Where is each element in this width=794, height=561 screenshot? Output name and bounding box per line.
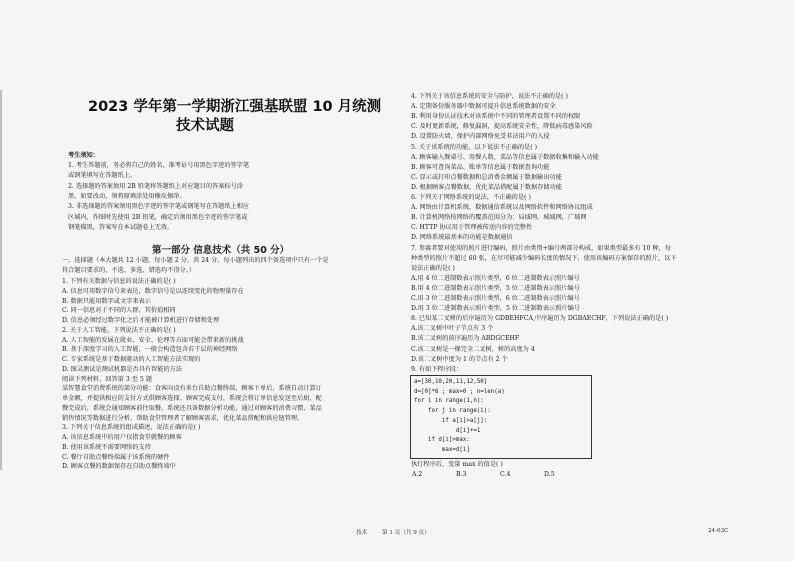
part1-title: 第一部分 信息技术（共 50 分） bbox=[152, 245, 290, 256]
question-line: 阅读下列材料，回答第 3 至 5 题 bbox=[62, 375, 152, 383]
question-line: B. 计算机网络按网络的覆盖范围分为：局域网，城域网，广域网 bbox=[411, 214, 587, 222]
q9-option-c: C.4 bbox=[500, 471, 511, 478]
question-line: B. 使用该系统不需要网络的支持 bbox=[62, 443, 151, 451]
question-line: 7. 参赛者要对使用的照片进行编码，照片由类别+编号两部分构成，如果类型最多有 10 种，每 bbox=[411, 244, 671, 252]
notice-line: 3. 非选择题的答案须用黑色字迹的签字笔或钢笔写在答题纸上相应 bbox=[68, 203, 250, 211]
exam-subtitle: 技术试题 bbox=[176, 118, 234, 134]
question-line: C. 及时更新系统，修复漏洞，提高系统安全性，降低病毒感染风险 bbox=[411, 123, 593, 131]
question-line: 4. 下列关于该信息系统的安全与防护，说法不正确的是( ) bbox=[411, 93, 568, 100]
question-line: 2. 关于人工智能，下列说法不正确的是( ) bbox=[62, 326, 176, 334]
question-line: B. 基于深度学习的人工智能，一般会构造包含若干层的神经网络 bbox=[62, 346, 238, 354]
question-line: D. 信息必须经过数字化之后才能被计算机进行存储和处理 bbox=[62, 317, 220, 324]
question-line: D.用 3 位二进制数表示照片类型，5 位二进制数表示照片编号 bbox=[411, 305, 580, 313]
question-line: D. 网络系统最基本的功能是数据通信 bbox=[411, 234, 513, 242]
code-line: d=[0]*6 ; max=0 ; n=len(a) bbox=[414, 388, 505, 395]
question-line: A. 网络由计算机系统、数据通信系统以及网络软件和网络协议组成 bbox=[411, 204, 593, 212]
question-line: C. 显示或打印点餐数据和总消费金额属于数据输出功能 bbox=[411, 173, 562, 181]
question-line: 1. 下列有关数据与信息的说法正确的是( ) bbox=[62, 278, 176, 285]
question-line: C.用 3 位二进制数表示照片类型，6 位二进制数表示照片编号 bbox=[411, 295, 580, 302]
question-line: D. 根据顾客点餐数据，优化菜品搭配属于数据存储功能 bbox=[411, 183, 562, 191]
question-line: B.用 4 位二进制数表示照片类型，5 位二进制数表示照片编号 bbox=[411, 284, 580, 292]
question-line: D. 图灵测试是测试机器是否具有智能的方法 bbox=[62, 365, 183, 373]
question-line: A.该二叉树中叶子节点有 3 个 bbox=[411, 325, 494, 333]
q9-option-d: D.5 bbox=[544, 471, 555, 478]
question-line: 某智慧食堂消费系统的部分功能：食客向设有多台自助点餐终端，顾客下单后，系统自动计算订 bbox=[62, 385, 322, 393]
notice-line: 黑，如要改动，须将原填涂处用橡皮擦净。 bbox=[68, 192, 186, 200]
question-line: D. 顾客点餐的数据保存在自助点餐终端中 bbox=[62, 463, 176, 471]
q9-option-a: A.2 bbox=[412, 471, 423, 478]
exam-title: 2023 学年第一学期浙江强基联盟 10 月统测 bbox=[88, 99, 382, 115]
intro-line: 一、选择题（本大题共 12 小题，每小题 2 分，共 24 分。每小题列出的四个备选项中只有一个是 bbox=[62, 257, 329, 264]
question-line: 9. 有如下程序段： bbox=[411, 365, 463, 373]
question-line: C. HTTP 协议用于管理被传送内容的完整性 bbox=[411, 224, 533, 232]
code-line: for j in range(i): bbox=[414, 408, 491, 415]
notice-line: 钢笔描黑，答案写在本试题卷上无效。 bbox=[68, 223, 174, 231]
footer-subject: 技术 bbox=[356, 530, 368, 536]
question-line: A. 顾客输入餐桌号、用餐人数、菜品等信息属于数据收集和输入功能 bbox=[411, 153, 599, 161]
code-line: if d[i]>max: bbox=[414, 437, 470, 444]
notice-line: 1. 考生答题前，务必将自己的姓名、准考证号用黑色字迹的签字笔 bbox=[68, 162, 250, 169]
question-line: 种类型的照片不超过 60 张，在尽可能减少编码长度的情况下，使用该编码方案保存的照片，以下 bbox=[411, 254, 677, 262]
question-line: A. 该信息系统中的用户仅指食堂就餐的顾客 bbox=[62, 434, 182, 441]
question-line: A.用 4 位二进制数表示照片类型，6 位二进制数表示照片编号 bbox=[411, 274, 580, 282]
question-line: 餐完成后，系统会通知顾客前往取餐。系统还具备数据分析功能，通过对顾客的消费习惯、菜品 bbox=[62, 404, 322, 412]
question-line: C. 餐厅自助点餐终端属于该系统的硬件 bbox=[62, 453, 170, 461]
question-line: 单金额，并提供相应的支付方式供顾客选择。顾客完成支付，系统会将订单信息发送至后厨，配 bbox=[62, 395, 322, 402]
question-line: D.该二叉树中度为 1 的节点有 2 个 bbox=[411, 355, 508, 363]
code-line: a=[30,10,20,11,12,50] bbox=[414, 379, 488, 385]
question-line: 5. 关于该系统的功能，以下说法不正确的是( ) bbox=[411, 143, 538, 151]
scan-edge bbox=[0, 90, 2, 470]
footer-code: 24-63C bbox=[708, 528, 729, 534]
question-line: C.该二叉树是一棵完全二叉树，树的高度为 4 bbox=[411, 345, 535, 353]
question-line: 6. 下列关于网络系统的说法，不正确的是( ) bbox=[411, 194, 531, 201]
intro-line: 符合题目要求的，不选、多选、错选均不得分。） bbox=[62, 266, 196, 274]
notice-line: 2. 选择题的答案须用 2B 铅笔将答题纸上对应题目的答案标号涂 bbox=[68, 182, 243, 190]
question-line: 销售情况等数据进行分析，帮助食堂管理者了解顾客需求，优化菜品搭配和供应链管理。 bbox=[62, 414, 304, 422]
q9-option-b: B.3 bbox=[456, 471, 467, 478]
question-line: B. 数据只能用数字或文字来表示 bbox=[62, 297, 151, 305]
question-line: A. 定期备份服务器中数据可提升信息系统数据的安全 bbox=[411, 103, 556, 111]
notice-line: 区域内，作图时先使用 2B 铅笔，确定后须用黑色字迹的签字笔或 bbox=[68, 213, 248, 221]
question-line: B.该二叉树的前序遍历为 ABDGCEHF bbox=[411, 335, 520, 343]
notice-heading: 考生须知： bbox=[68, 152, 99, 159]
footer-page: 第 1 页（共 9 页） bbox=[382, 530, 430, 536]
code-line: for i in range(1,n): bbox=[414, 398, 484, 405]
code-line: if a[i]>a[j]: bbox=[414, 417, 488, 424]
question-line: 说法正确的是( ) bbox=[411, 264, 455, 272]
question-line: C. 专家系统是基于数据驱动的人工智能方法实现的 bbox=[62, 356, 201, 363]
question-line: A. 人工智能的发展在就业、安全、伦理等方面可能会带来新的挑战 bbox=[62, 336, 244, 344]
code-line: max=d[i] bbox=[414, 446, 470, 453]
code-line: d[i]+=1 bbox=[414, 427, 481, 434]
question-line: A. 信息可用数字信号来表达，数字信号是以连续变化的物理量存在 bbox=[62, 287, 244, 295]
question-line: B. 利用身份认证技术对该系统中不同的管理者设置不同的权限 bbox=[411, 113, 581, 121]
question-line: B. 顾客可查询菜品、账单等信息属于数据查询功能 bbox=[411, 163, 550, 171]
notice-line: 或钢笔填写在答题纸上。 bbox=[68, 172, 137, 180]
question-line: C. 同一信息对于不同的人群，其价值相同 bbox=[62, 307, 176, 315]
question-line: 3. 下列关于信息系统的组成描述，说法正确的是( ) bbox=[62, 424, 201, 432]
question-line: D. 设置防火墙，保护内部网络免受非法用户的入侵 bbox=[411, 133, 550, 141]
q9-question: 执行程序后，变量 max 的值是( ) bbox=[411, 461, 503, 468]
question-line: 8. 已知某二叉树的后序遍历为 GDBEHFCA,中序遍历为 DGBAECHF，下列说法正确的是( ) bbox=[411, 315, 669, 323]
